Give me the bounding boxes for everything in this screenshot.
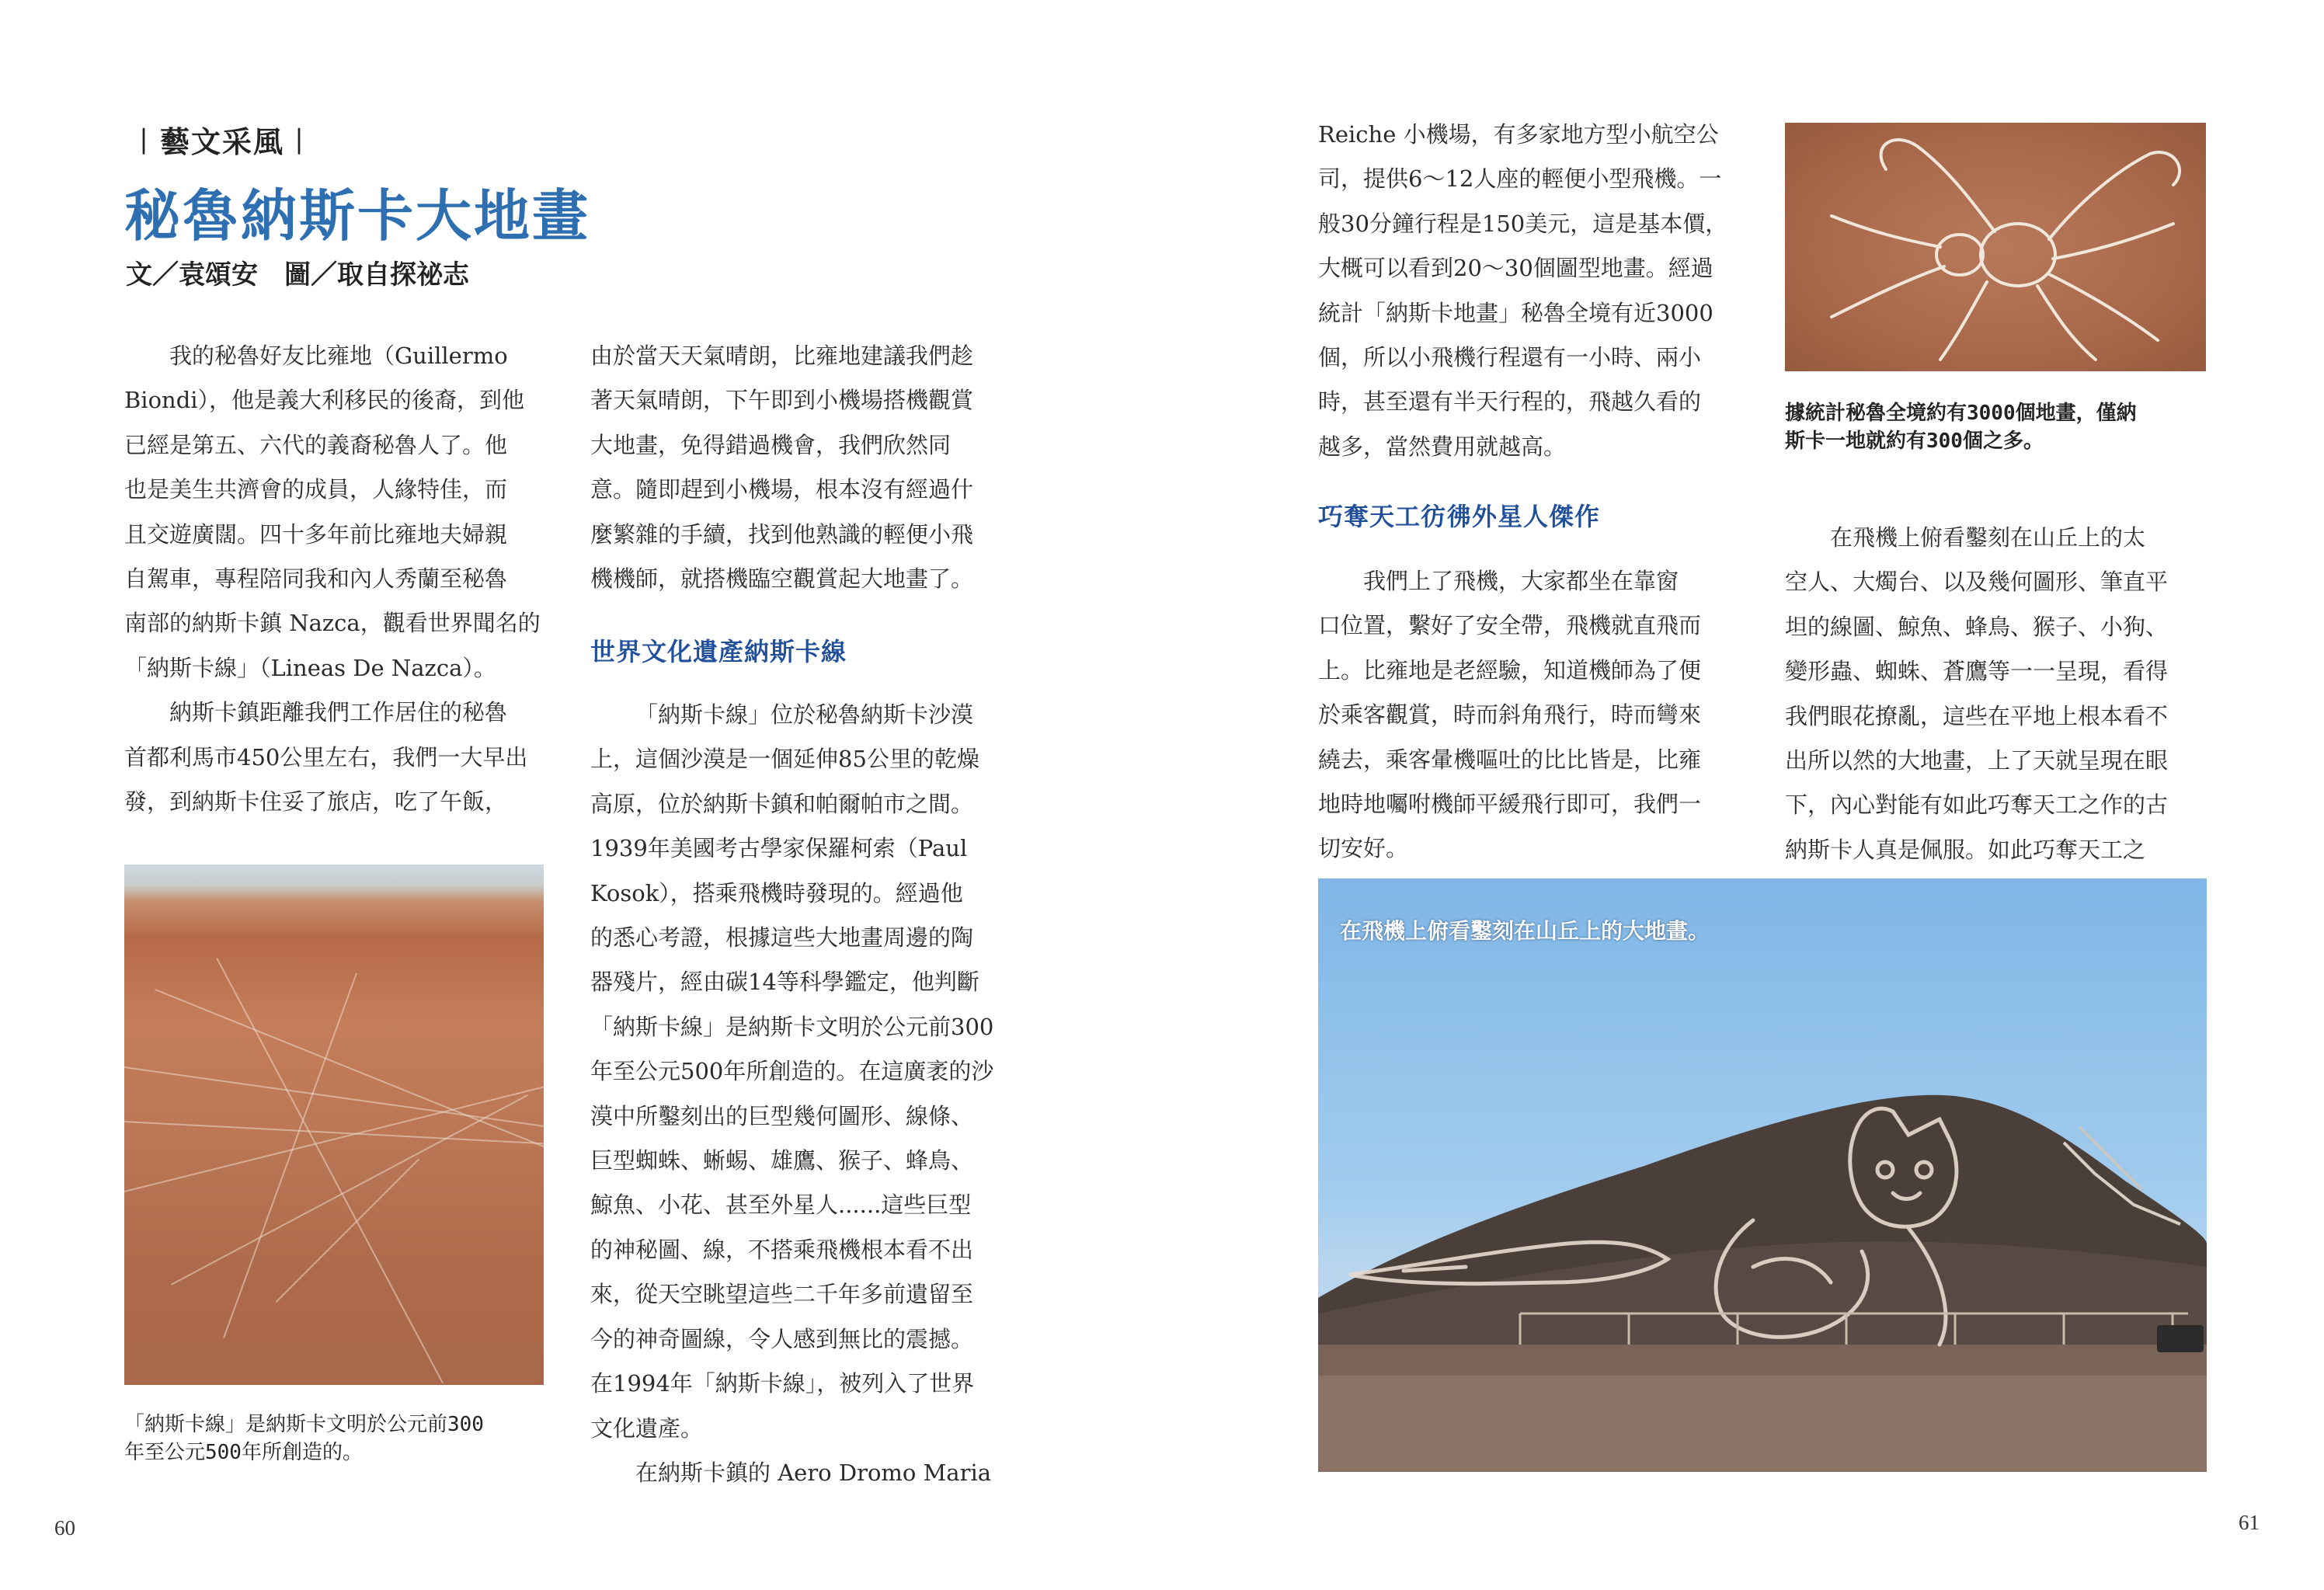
caption-line: 斯卡一地就約有300個之多。: [1785, 430, 2044, 453]
paragraph-line: 時，甚至還有半天行程的，飛越久看的: [1318, 388, 1702, 416]
paragraph-line: 的悉心考證，根據這些大地畫周邊的陶: [590, 924, 974, 952]
paragraph-line: 「納斯卡線」位於秘魯納斯卡沙漠: [635, 701, 974, 728]
spider-photo-caption: [1785, 399, 2235, 455]
left-column-2: [590, 334, 1014, 601]
paragraph-line: 的神秘圖、線，不搭乘飛機根本看不出: [590, 1236, 974, 1263]
hill-geoglyph-photo: [1318, 879, 2207, 1472]
paragraph-line: 來，從天空眺望這些二千年多前遺留至: [590, 1281, 974, 1308]
paragraph-line: 下，內心對能有如此巧奪天工之作的古: [1785, 792, 2169, 819]
page-number-right: 61: [2239, 1511, 2260, 1534]
paragraph-line: 口位置，繫好了安全帶，飛機就直飛而: [1318, 612, 1702, 639]
left-photo-caption: [124, 1411, 559, 1466]
spider-geoglyph-photo: [1785, 123, 2206, 371]
paragraph-line: 南部的納斯卡鎮 Nazca，觀看世界聞名的: [124, 610, 541, 637]
nazca-desert-photo: [124, 865, 544, 1385]
paragraph-line: 越多，當然費用就越高。: [1318, 433, 1567, 460]
subhead-world-heritage: 世界文化遺產納斯卡線: [590, 637, 847, 666]
paragraph-line: 繞去，乘客暈機嘔吐的比比皆是，比雍: [1318, 746, 1702, 773]
right-column-2: [1785, 516, 2208, 872]
paragraph-line: 切安好。: [1318, 835, 1409, 862]
paragraph-line: 空人、大燭台、以及幾何圖形、筆直平: [1785, 569, 2169, 596]
paragraph-line: 大地畫，免得錯過機會，我們欣然同: [590, 431, 952, 458]
paragraph-line: 首都利馬市450公里左右，我們一大早出: [124, 743, 528, 771]
byline: 文／袁頌安 圖／取自探祕志: [126, 259, 469, 291]
paragraph-line: 鯨魚、小花、甚至外星人......這些巨型: [590, 1192, 972, 1219]
paragraph-line: 納斯卡鎮距離我們工作居住的秘魯: [169, 699, 508, 726]
paragraph-line: 器殘片，經由碳14等科學鑑定，他判斷: [590, 969, 979, 996]
paragraph-line: 「納斯卡線」（Lineas De Nazca）。: [124, 654, 496, 681]
paragraph-line: 著天氣晴朗，下午即到小機場搭機觀賞: [590, 387, 974, 414]
paragraph-line: 出所以然的大地畫，上了天就呈現在眼: [1785, 747, 2169, 774]
page-number-left: 60: [54, 1516, 75, 1540]
paragraph-line: 發，到納斯卡住妥了旅店，吃了午飯，: [124, 788, 508, 816]
paragraph-line: 1939年美國考古學家保羅柯索（Paul: [590, 835, 968, 862]
paragraph-line: 上，這個沙漠是一個延伸85公里的乾燥: [590, 746, 979, 773]
paragraph-line: 今的神奇圖線，令人感到無比的震撼。: [590, 1325, 974, 1352]
left-column-2b: [590, 693, 1014, 1495]
paragraph-line: 統計「納斯卡地畫」秘魯全境有近3000: [1318, 299, 1713, 326]
hill-photo-caption: 在飛機上俯看鑿刻在山丘上的大地畫。: [1340, 918, 1710, 944]
paragraph-line: 自駕車，專程陪同我和內人秀蘭至秘魯: [124, 565, 508, 593]
right-column-1b: [1318, 559, 1741, 872]
paragraph-line: 在飛機上俯看鑿刻在山丘上的太: [1830, 524, 2146, 551]
paragraph-line: 我們上了飛機，大家都坐在靠窗: [1363, 568, 1679, 594]
paragraph-line: 漠中所鑿刻出的巨型幾何圖形、線條、: [590, 1102, 974, 1129]
paragraph-line: 巨型蜘蛛、蜥蜴、雄鷹、猴子、蜂鳥、: [590, 1147, 974, 1174]
paragraph-line: 機機師，就搭機臨空觀賞起大地畫了。: [590, 565, 974, 593]
paragraph-line: 司，提供6～12人座的輕便小型飛機。一: [1318, 165, 1722, 193]
paragraph-line: 也是美生共濟會的成員，人緣特佳，而: [124, 476, 508, 503]
right-column-1: [1318, 113, 1741, 469]
paragraph-line: 大概可以看到20～30個圖型地畫。經過: [1318, 255, 1713, 282]
paragraph-line: 在1994年「納斯卡線」，被列入了世界: [590, 1370, 975, 1397]
left-column-1: [124, 334, 544, 824]
paragraph-line: 地時地囑咐機師平緩飛行即可，我們一: [1318, 791, 1702, 818]
caption-line: 據統計秘魯全境約有3000個地畫，僅納: [1785, 402, 2137, 425]
spider-geoglyph-drawing: [1785, 123, 2206, 371]
article-title: 秘魯納斯卡大地畫: [124, 183, 591, 249]
paragraph-line: 坦的線圖、鯨魚、蜂鳥、猴子、小狗、: [1785, 613, 2169, 640]
paragraph-line: 上。比雍地是老經驗，知道機師為了便: [1318, 656, 1702, 684]
paragraph-line: 麼繁雜的手續，找到他熟識的輕便小飛: [590, 520, 974, 548]
paragraph-line: 我們眼花撩亂，這些在平地上根本看不: [1785, 702, 2169, 729]
paragraph-line: 由於當天天氣晴朗，比雍地建議我們趁: [590, 343, 974, 369]
section-tag: ︱藝文采風︱: [129, 125, 316, 159]
paragraph-line: 納斯卡人真是佩服。如此巧奪天工之: [1785, 836, 2146, 863]
paragraph-line: 年至公元500年所創造的。在這廣袤的沙: [590, 1058, 994, 1085]
paragraph-line: 般30分鐘行程是150美元，這是基本價，: [1318, 210, 1728, 237]
paragraph-line: 且交遊廣闊。四十多年前比雍地夫婦親: [124, 520, 508, 548]
caption-line: 「納斯卡線」是納斯卡文明於公元前300: [124, 1413, 484, 1436]
paragraph-line: 於乘客觀賞，時而斜角飛行，時而彎來: [1318, 701, 1702, 729]
caption-line: 年至公元500年所創造的。: [124, 1441, 363, 1464]
paragraph-line: 文化遺產。: [590, 1414, 704, 1442]
paragraph-line: 我的秘魯好友比雍地（Guillermo: [169, 343, 508, 369]
paragraph-line: 「納斯卡線」是納斯卡文明於公元前300: [590, 1013, 994, 1040]
paragraph-line: 在納斯卡鎮的 Aero Dromo Maria: [635, 1459, 992, 1486]
paragraph-line: Biondi），他是義大利移民的後裔，到他: [124, 387, 525, 414]
paragraph-line: 意。隨即趕到小機場，根本沒有經過什: [590, 476, 974, 503]
paragraph-line: Kosok），搭乘飛機時發現的。經過他: [590, 879, 963, 906]
paragraph-line: 高原，位於納斯卡鎮和帕爾帕市之間。: [590, 790, 974, 817]
hill-landscape-drawing: [1318, 879, 2207, 1472]
paragraph-line: 個，所以小飛機行程還有一小時、兩小: [1318, 344, 1702, 371]
paragraph-line: 變形蟲、蜘蛛、蒼鷹等一一呈現，看得: [1785, 658, 2169, 685]
subhead-alien-masterpiece: 巧奪天工彷彿外星人傑作: [1318, 502, 1601, 531]
paragraph-line: Reiche 小機場，有多家地方型小航空公: [1318, 121, 1719, 148]
paragraph-line: 已經是第五、六代的義裔秘魯人了。他: [124, 431, 508, 458]
